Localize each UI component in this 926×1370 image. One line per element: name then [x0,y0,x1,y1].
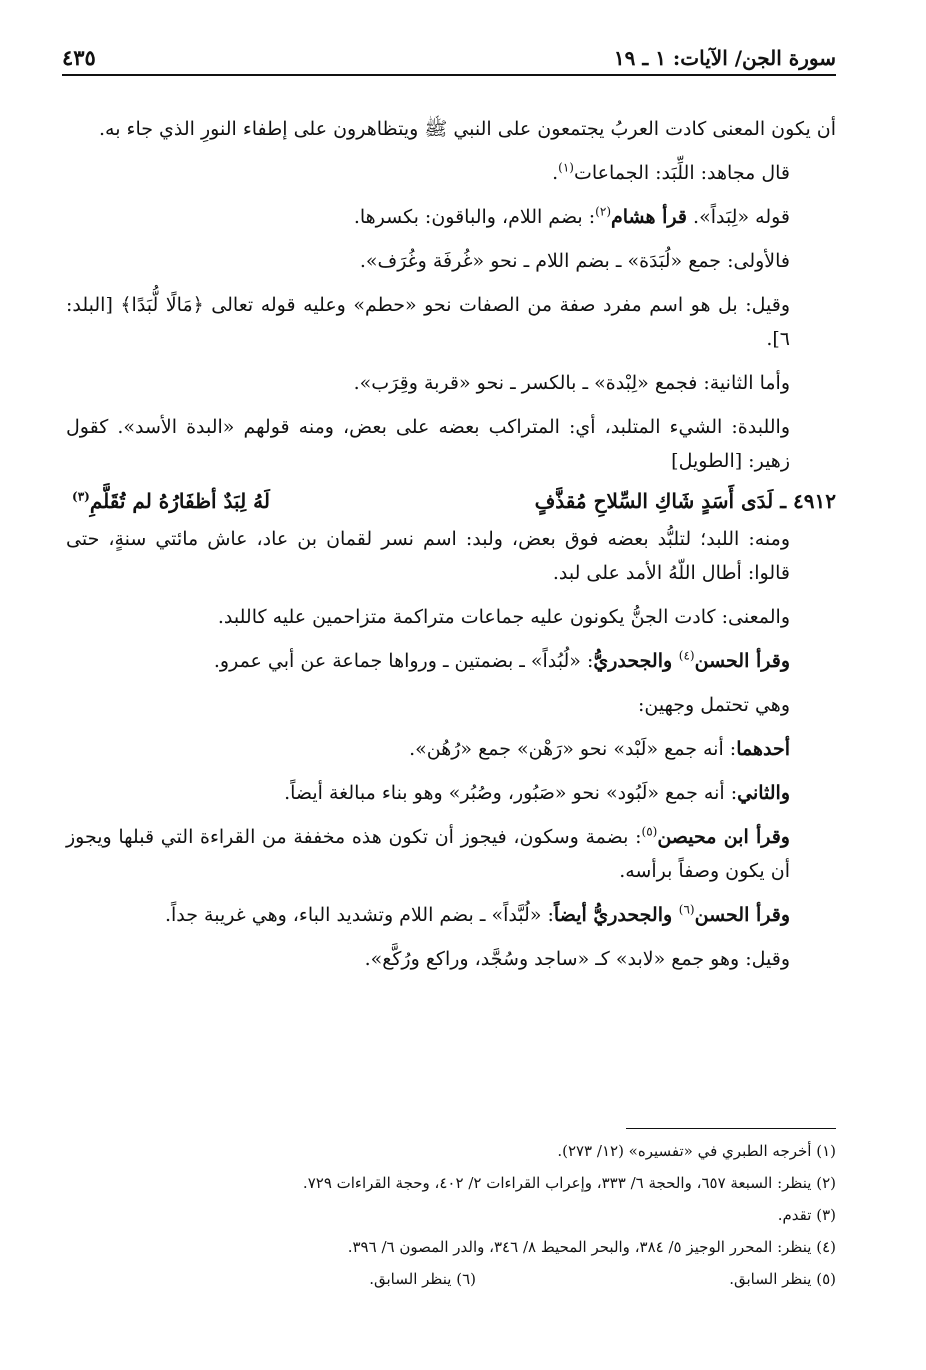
paragraph: وقيل: بل هو اسم مفرد صفة من الصفات نحو «حطم» وعليه قوله تعالى ﴿مَالًا لُّبَدًا﴾ [البلد: ٦]. [66,294,790,350]
footnote-pair [66,1263,836,1295]
footnote-ref: (٢) [595,204,611,219]
verse-second-hemistich: لَهُ لِبَدٌ أظفَارُهُ لم تُقَلَّمِ$^{(٣)}$ [72,489,270,513]
paragraph: ومنه: اللبد؛ لتلبُّد بعضه فوق بعض، ولبد: اسم نسر لقمان بن عاد، عاش مائتي سنةٍ، حتى قالوا: أطال اللّهُ الأمد على لبد. [66,528,790,584]
footnote: (٤) ينظر: المحرر الوجيز ٥/ ٣٨٤، والبحر المحيط ٨/ ٣٤٦، والدر المصون ٦/ ٣٩٦. [347,1238,836,1256]
verse-first-hemistich: ٤٩١٢ ـ لَدَى أَسَدٍ شَاكِ السِّلاحِ مُقذَّفٍ [534,489,836,513]
footnote-ref: (١) [558,160,574,175]
page-header [62,38,836,76]
paragraph: واللبدة: الشيء المتلبد، أي: المتراكب بعضه على بعض، ومنه قولهم «البدة الأسد». كقول زهير: [الطويل] [66,416,790,472]
footnote-ref: (٣) [72,489,90,504]
paragraph: وأما الثانية: فجمع «لِبْدة» ـ بالكسر ـ نحو «قربة وقِرَب». [353,372,790,394]
footnote-ref: (٦) [678,902,695,917]
footnote: (٣) تقدم. [777,1206,836,1224]
paragraph: وقرأ الحسن$^{(٦)}$ والجحدريُّ أيضاً: «لُبَّداً» ـ بضم اللام وتشديد الباء، وهي غريبة جداً. [164,902,790,926]
paragraph: والثاني: أنه جمع «لَبُود» نحو «صَبُور، وصُبُر» وهو بناء مبالغة أيضاً. [284,782,790,804]
footnote: (٦) ينظر السابق. [369,1270,476,1288]
paragraph: وهي تحتمل وجهين: [637,694,790,716]
paragraph: والمعنى: كادت الجنُّ يكونون عليه جماعات متراكمة متزاحمين عليه كاللبد. [217,606,790,628]
footnote: (٢) ينظر: السبعة ٦٥٧، والحجة ٦/ ٣٣٣، وإعراب القراءات ٢/ ٤٠٢، وحجة القراءات ٧٢٩. [302,1174,836,1192]
poem-verse [66,484,836,518]
paragraph: أن يكون المعنى كادت العربُ يجتمعون على النبي ﷺ ويتظاهرون على إطفاء النورِ الذي جاء به. [98,118,836,140]
footnote-ref: (٤) [678,648,695,663]
paragraph: وقيل: وهو جمع «لابد» كـ «ساجد وسُجَّد، وراكع ورُكَّع». [364,948,790,970]
main-text [66,112,836,976]
paragraph: قال مجاهد: اللِّبَد: الجماعات$^{(١)}$. [552,160,790,184]
paragraph: وقرأ ابن محيصن$^{(٥)}$: بضمة وسكون، فيجوز أن تكون هذه مخففة من القراءة التي قبلها ويجوز أن يكون وصفاً برأسه. [66,824,790,882]
paragraph: وقرأ الحسن$^{(٤)}$ والجحدريُّ: «لُبُداً» ـ بضمتين ـ ورواها جماعة عن أبي عمرو. [213,648,790,672]
page-number: ٤٣٥ [62,45,96,70]
paragraph: فالأولى: جمع «لُبَدَة» ـ بضم اللام ـ نحو «غُرفَة وغُرَف». [359,250,790,272]
paragraph: قوله «لِبَداً». قرأ هشام$^{(٢)}$: بضم اللام، والباقون: بكسرها. [353,204,790,228]
footnote-ref: (٥) [641,824,658,839]
footnote: (١) أخرجه الطبري في «تفسيره» (١٢/ ٢٧٣). [557,1142,836,1160]
footnotes [66,1128,836,1295]
footnote: (٥) ينظر السابق. [729,1270,836,1288]
footnote-divider [626,1128,836,1129]
running-title: سورة الجن/ الآيات: ١ ـ ١٩ [613,46,836,70]
paragraph: أحدهما: أنه جمع «لَبْد» نحو «رَهْن» جمع «رُهُن». [409,738,790,760]
